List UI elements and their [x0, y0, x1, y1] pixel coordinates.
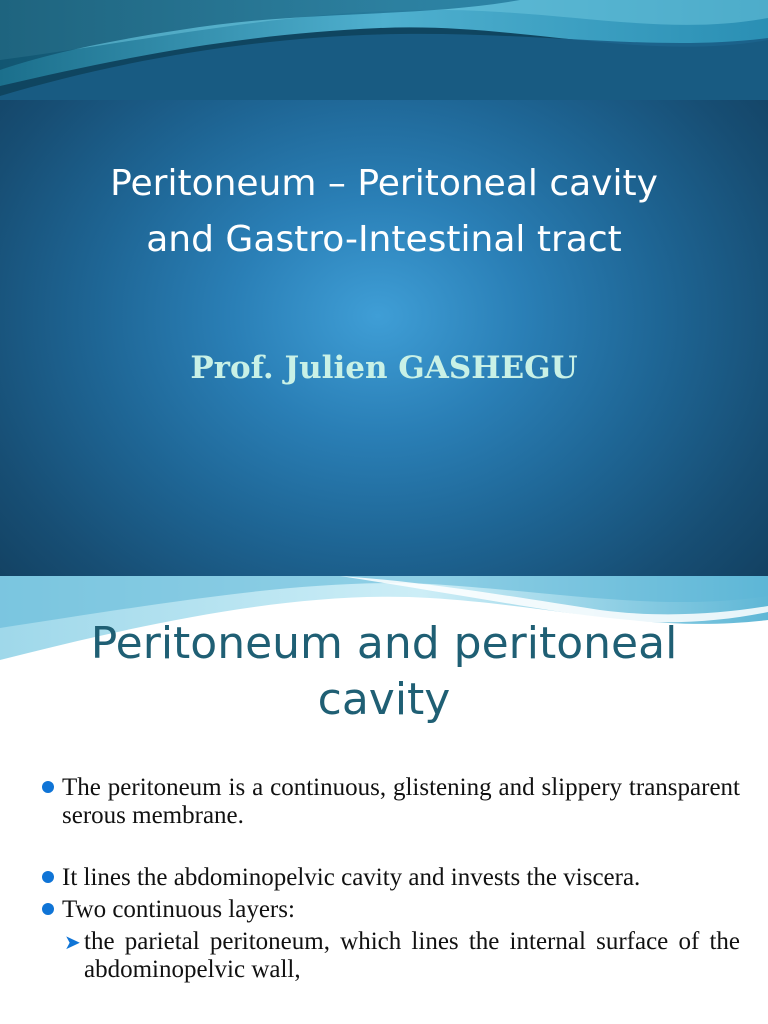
sub-bullet-item: [40, 928, 740, 984]
author-name: Prof. Julien GASHEGU: [190, 350, 578, 386]
title-line-1: Peritoneum – Peritoneal cavity: [110, 163, 658, 204]
top-wave-decoration: [0, 0, 768, 100]
bullet-dot-icon: [42, 781, 54, 793]
bullet-item: [40, 896, 740, 924]
title-line-2: and Gastro-Intestinal tract: [146, 219, 622, 260]
bullet-text: The peritoneum is a continuous, glistening and slippery transparent serous membrane.: [62, 774, 740, 829]
arrow-bullet-icon: ➤: [64, 930, 81, 954]
content-slide: [0, 576, 768, 1024]
bullet-dot-icon: [42, 903, 54, 915]
heading-line-1: Peritoneum and peritoneal: [90, 618, 678, 669]
presentation-title: [30, 156, 738, 268]
heading-line-2: cavity: [317, 674, 451, 725]
bullet-item: [40, 774, 740, 830]
bullet-text: Two continuous layers:: [62, 896, 295, 923]
sub-bullet-text: the parietal peritoneum, which lines the internal surface of the abdominopelvic wall,: [84, 928, 740, 983]
bullet-list: [40, 774, 740, 984]
bullet-item: [40, 864, 740, 892]
slide-heading: [20, 616, 748, 728]
bullet-text: It lines the abdominopelvic cavity and invests the viscera.: [62, 864, 641, 891]
bullet-dot-icon: [42, 871, 54, 883]
